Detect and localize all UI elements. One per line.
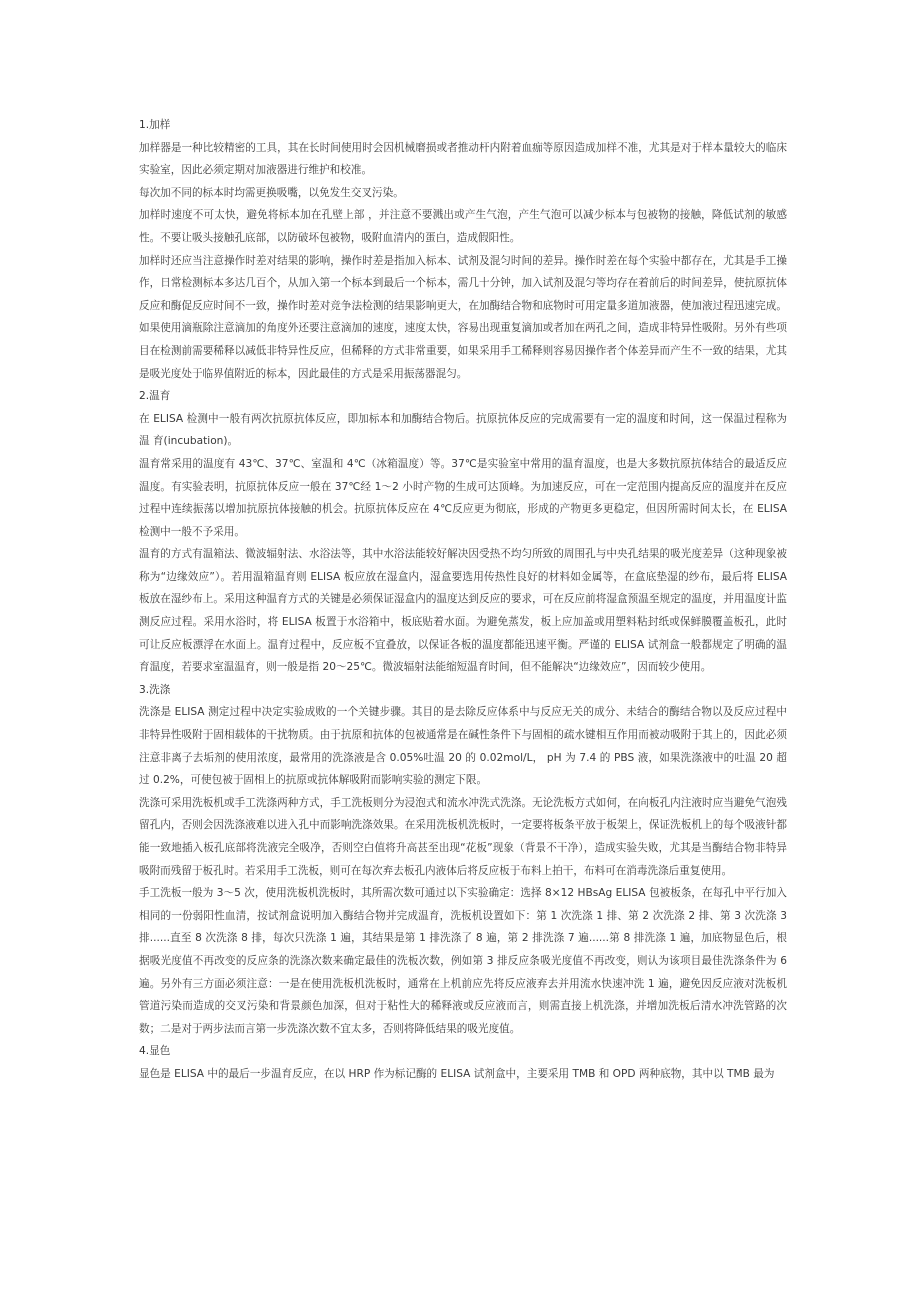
section-heading-incubation: 2.温育 bbox=[139, 390, 171, 403]
paragraph: 加样器是一种比较精密的工具，其在长时间使用时会因机械磨损或者推动杆内附着血痂等原因造成加样不准，尤其是对于样本量较大的临床实验室，因此必须定期对加液器进行维护和校准。 bbox=[139, 141, 787, 177]
paragraph: 每次加不同的标本时均需更换吸嘴，以免发生交叉污染。 bbox=[139, 186, 404, 199]
paragraph: 手工洗板一般为 3～5 次，使用洗板机洗板时，其所需次数可通过以下实验确定：选择 8×12 HBsAg ELISA 包被板条，在每孔中平行加入相同的一份弱阳性血清，按试剂盒说明加入酶结合物并完成温育，洗板机设置如下：第 1 次洗涤 1 排、第 2 次洗涤 2 排、第 3 次洗涤 3 排......直至 8 次洗涤 8 排，每次只洗涤 1 遍，其结果是第 1 排洗涤了 8 遍，第 2 排洗涤 7 遍......第 8 排洗涤 1 遍，加底物显色后，根据吸光度值不再改变的反应条的洗涤次数来确定最佳的洗板次数，例如第 3 排反应条吸光度值不再改变，则认为该项目最佳洗涤条件为 6 遍。另外有三方面必须注意：一是在使用洗板机洗板时，通常在上机前应先将反应液弃去并用流水快速冲洗 1 遍，避免因反应液对洗板机管道污染而造成的交叉污染和背景颜色加深，但对于粘性大的稀释液或反应液而言，则需直接上机洗涤，并增加洗板后清水冲洗管路的次数；二是对于两步法而言第一步洗涤次数不宜太多，否则将降低结果的吸光度值。 bbox=[139, 887, 787, 1035]
section-heading-sample-loading: 1.加样 bbox=[139, 119, 171, 131]
section-heading-washing: 3.洗涤 bbox=[139, 683, 171, 696]
paragraph: 加样时还应当注意操作时差对结果的影响，操作时差是指加入标本、试剂及混匀时间的差异。操作时差在每个实验中都存在，尤其是手工操作，日常检测标本多达几百个，从加入第一个标本到最后一个标本，需几十分钟，加入试剂及混匀等均存在着前后的时间差异，使抗原抗体反应和酶促反应时间不一致，操作时差对竞争法检测的结果影响更大，在加酶结合物和底物时可用定量多道加液器，使加液过程迅速完成。如果使用滴瓶除注意滴加的角度外还要注意滴加的速度，速度太快，容易出现重复滴加或者加在两孔之间，造成非特异性吸附。另外有些项目在检测前需要稀释以减低非特异性反应，但稀释的方式非常重要，如果采用手工稀释则容易因操作者个体差异而产生不一致的结果，尤其是吸光度处于临界值附近的标本，因此最佳的方式是采用振荡器混匀。 bbox=[139, 254, 787, 380]
paragraph: 在 ELISA 检测中一般有两次抗原抗体反应，即加标本和加酶结合物后。抗原抗体反应的完成需要有一定的温度和时间，这一保温过程称为温 育(incubation)。 bbox=[139, 412, 787, 448]
document-body bbox=[139, 114, 787, 1086]
paragraph: 显色是 ELISA 中的最后一步温育反应，在以 HRP 作为标记酶的 ELISA 试剂盒中，主要采用 TMB 和 OPD 两种底物，其中以 TMB 最为 bbox=[139, 1067, 775, 1080]
paragraph: 洗涤是 ELISA 测定过程中决定实验成败的一个关键步骤。其目的是去除反应体系中与反应无关的成分、未结合的酶结合物以及反应过程中非特异性吸附于固相载体的干扰物质。由于抗原和抗体的包被通常是在碱性条件下与固相的疏水键相互作用而被动吸附于其上的，因此必须注意非离子去垢剂的使用浓度，最常用的洗涤液是含 0.05%吐温 20 的 0.02mol/L， pH 为 7.4 的 PBS 液，如果洗涤液中的吐温 20 超过 0.2%，可使包被于固相上的抗原或抗体解吸附而影响实验的测定下限。 bbox=[139, 706, 787, 787]
paragraph: 温育的方式有温箱法、微波辐射法、水浴法等，其中水浴法能较好解决因受热不均匀所致的周围孔与中央孔结果的吸光度差异（这种现象被称为“边缘效应”）。若用温箱温育则 ELISA 板应放在湿盒内，湿盒要选用传热性良好的材料如金属等，在盒底垫湿的纱布，最后将 ELISA 板放在湿纱布上。采用这种温育方式的关键是必须保证湿盒内的温度达到反应的要求，可在反应前将湿盒预温至规定的温度，并用温度计监测反应过程。采用水浴时，将 ELISA 板置于水浴箱中，板底贴着水面。为避免蒸发，板上应加盖或用塑料粘封纸或保鲜膜覆盖板孔，此时可让反应板漂浮在水面上。温育过程中，反应板不宜叠放，以保证各板的温度都能迅速平衡。严谨的 ELISA 试剂盒一般都规定了明确的温育温度，若要求室温温育，则一般是指 20～25℃。微波辐射法能缩短温育时间，但不能解决“边缘效应”，因而较少使用。 bbox=[139, 548, 787, 674]
paragraph: 洗涤可采用洗板机或手工洗涤两种方式，手工洗板则分为浸泡式和流水冲洗式洗涤。无论洗板方式如何，在向板孔内注液时应当避免气泡残留孔内，否则会因洗涤液难以进入孔中而影响洗涤效果。在采用洗板机洗板时，一定要将板条平放于板架上，保证洗板机上的每个吸液针都能一致地插入板孔底部将洗液完全吸净，否则空白值将升高甚至出现“花板”现象（背景不干净），造成实验失败，尤其是当酶结合物非特异吸附而残留于板孔时。若采用手工洗板，则可在每次弃去板孔内液体后将反应板于布料上拍干，布料可在消毒洗涤后重复使用。 bbox=[139, 796, 787, 877]
paragraph: 温育常采用的温度有 43℃、37℃、室温和 4℃（冰箱温度）等。37℃是实验室中常用的温育温度，也是大多数抗原抗体结合的最适反应温度。有实验表明，抗原抗体反应一般在 37℃经 1～2 小时产物的生成可达顶峰。为加速反应，可在一定范围内提高反应的温度并在反应过程中连续振荡以增加抗原抗体接触的机会。抗原抗体反应在 4℃反应更为彻底，形成的产物更多更稳定，但因所需时间太长，在 ELISA 检测中一般不予采用。 bbox=[139, 457, 787, 538]
paragraph: 加样时速度不可太快，避免将标本加在孔壁上部 ，并注意不要溅出或产生气泡，产生气泡可以减少标本与包被物的接触，降低试剂的敏感性。不要让吸头接触孔底部，以防破坏包被物，吸附血清内的蛋白，造成假阳性。 bbox=[139, 209, 787, 244]
section-heading-color-development: 4.显色 bbox=[139, 1045, 171, 1058]
